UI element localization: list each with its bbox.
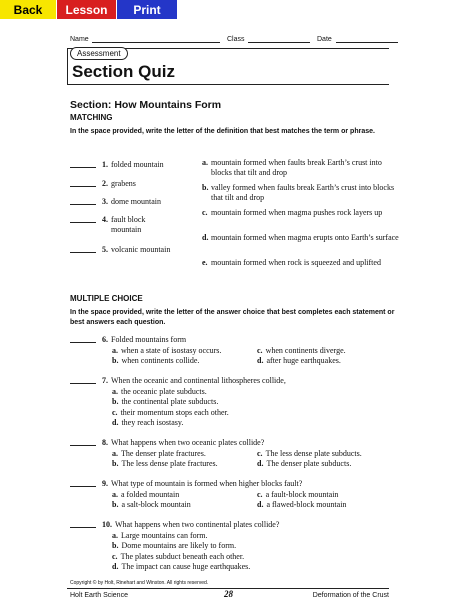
answer-blank[interactable] <box>70 197 96 205</box>
footer-book-title: Holt Earth Science <box>70 592 128 599</box>
term-1[interactable]: 1. folded mountain <box>70 160 200 169</box>
answer-blank[interactable] <box>70 179 96 187</box>
class-label: Class <box>227 36 245 43</box>
option-b: b. when continents collide. <box>112 356 200 365</box>
answer-blank[interactable] <box>70 335 96 343</box>
assessment-tab: Assessment <box>70 47 128 60</box>
option-d: d. they reach isostasy. <box>112 418 184 427</box>
term-3[interactable]: 3. dome mountain <box>70 197 200 206</box>
print-button[interactable]: Print <box>117 0 177 19</box>
option-a: a. a folded mountain <box>112 489 180 499</box>
section-title: Section: How Mountains Form <box>70 99 222 111</box>
navigation-toolbar <box>0 0 177 19</box>
multiple-choice-heading: MULTIPLE CHOICE <box>70 294 143 303</box>
footer-chapter-title: Deformation of the Crust <box>312 592 389 599</box>
question-10: 10. What happens when two continental plates collide? a. Large mountains can form. b. Dome mountains are likely to form. c. The plates subduct beneath each other. d. The impact can cause huge earthquakes. <box>70 520 400 573</box>
option-c: c. a fault-block mountain <box>257 489 339 499</box>
page-number: 28 <box>224 589 233 599</box>
option-b: b. a salt-block mountain <box>112 500 191 509</box>
option-b: b. the continental plate subducts. <box>112 397 219 406</box>
definition-c: c. mountain formed when magma pushes rock layers up <box>202 208 383 217</box>
option-a: a. when a state of isostasy occurs. <box>112 345 222 355</box>
answer-blank[interactable] <box>70 479 96 487</box>
option-d: d. after huge earthquakes. <box>257 356 341 365</box>
answer-blank[interactable] <box>70 520 96 528</box>
matching-heading: MATCHING <box>70 113 113 122</box>
answer-blank[interactable] <box>70 215 96 223</box>
name-label: Name <box>70 36 89 43</box>
copyright-notice: Copyright © by Holt, Rinehart and Winston. All rights reserved. <box>70 580 209 586</box>
definition-a: a. mountain formed when faults break Earth’s crust into blocks that tilt and drop <box>202 158 382 177</box>
option-d: d. a flawed-block mountain <box>257 500 347 509</box>
definition-e: e. mountain formed when rock is squeezed and uplifted <box>202 258 381 267</box>
question-7: 7. When the oceanic and continental lithospheres collide, a. the oceanic plate subducts. b. the continental plate subducts. c. their momentum stops each other. d. they reach isostasy. <box>70 376 400 429</box>
answer-blank[interactable] <box>70 160 96 168</box>
option-b: b. Dome mountains are likely to form. <box>112 541 237 550</box>
multiple-choice-instructions: In the space provided, write the letter of the answer choice that best completes each statement or best answers each question. <box>70 309 395 326</box>
back-button[interactable]: Back <box>0 0 56 19</box>
option-a: a. Large mountains can form. <box>112 530 208 540</box>
lesson-button[interactable]: Lesson <box>57 0 116 19</box>
option-b: b. The less dense plate fractures. <box>112 459 218 468</box>
answer-blank[interactable] <box>70 376 96 384</box>
term-5[interactable]: 5. volcanic mountain <box>70 245 200 254</box>
header-rule-left <box>67 48 68 84</box>
page-title: Section Quiz <box>72 62 175 81</box>
option-a: a. The denser plate fractures. <box>112 448 206 458</box>
answer-blank[interactable] <box>70 438 96 446</box>
class-line <box>248 42 310 43</box>
term-2[interactable]: 2. grabens <box>70 179 200 188</box>
option-c: c. when continents diverge. <box>257 345 346 355</box>
matching-instructions: In the space provided, write the letter of the definition that best matches the term or phrase. <box>70 128 375 135</box>
option-c: c. The less dense plate subducts. <box>257 448 362 458</box>
question-8: 8. What happens when two oceanic plates collide? a. The denser plate fractures. c. The less dense plate subducts. b. The less dense plate fractures. d. The denser plate subducts. <box>70 438 400 470</box>
option-d: d. The denser plate subducts. <box>257 459 352 468</box>
answer-blank[interactable] <box>70 245 96 253</box>
option-a: a. the oceanic plate subducts. <box>112 386 207 396</box>
definition-d: d. mountain formed when magma erupts onto Earth’s surface <box>202 233 399 242</box>
name-line <box>92 42 220 43</box>
option-d: d. The impact can cause huge earthquakes. <box>112 562 251 571</box>
question-6: 6. Folded mountains form a. when a state of isostasy occurs. c. when continents diverge. b. when continents collide. d. after huge earthquakes. <box>70 335 400 367</box>
option-c: c. The plates subduct beneath each other. <box>112 551 245 561</box>
header-rule-bottom <box>67 84 389 85</box>
term-4[interactable]: 4. fault block mountain <box>70 215 165 235</box>
date-line <box>336 42 398 43</box>
option-c: c. their momentum stops each other. <box>112 407 229 417</box>
question-9: 9. What type of mountain is formed when higher blocks fault? a. a folded mountain c. a fault-block mountain b. a salt-block mountain d. a flawed-block mountain <box>70 479 400 511</box>
date-label: Date <box>317 36 332 43</box>
definition-b: b. valley formed when faults break Earth’s crust into blocks that tilt and drop <box>202 183 395 202</box>
